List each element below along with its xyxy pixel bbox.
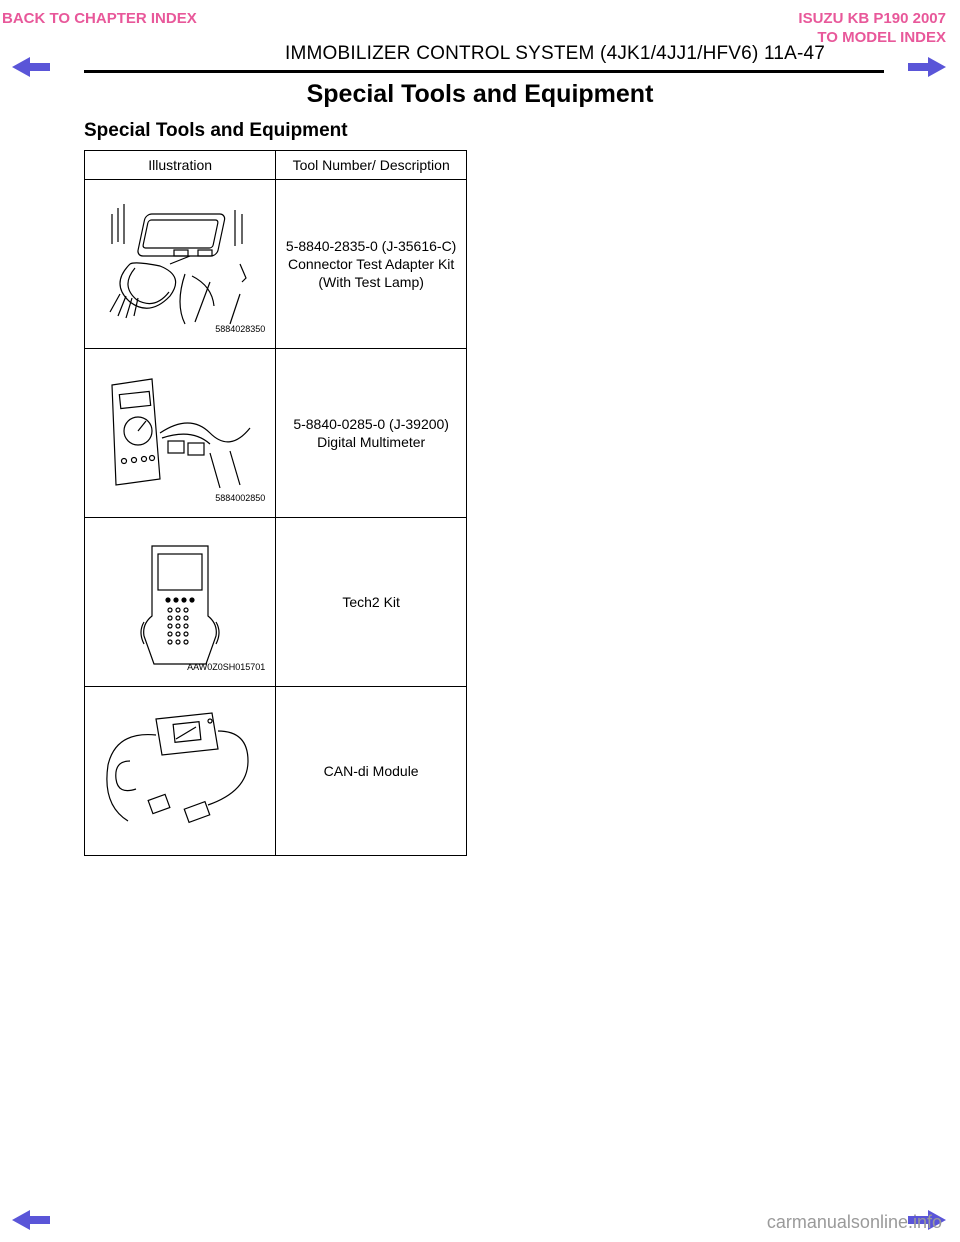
section-heading: Special Tools and Equipment — [84, 120, 348, 141]
page-title: Special Tools and Equipment — [306, 80, 654, 108]
can-di-module-icon — [90, 701, 270, 841]
table-row — [85, 349, 467, 518]
column-header-illustration: Illustration — [85, 151, 276, 180]
connector-test-adapter-kit-icon — [90, 194, 270, 334]
tool-number: 5-8840-0285-0 (J-39200) — [293, 416, 449, 432]
header-rule — [84, 70, 884, 73]
back-to-chapter-index-link[interactable]: BACK TO CHAPTER INDEX — [2, 10, 197, 27]
illustration-cell — [85, 349, 276, 518]
description-cell — [276, 687, 467, 856]
description-cell — [276, 180, 467, 349]
tool-description: CAN-di Module — [323, 763, 419, 779]
column-header-tool-number: Tool Number/ Description — [276, 151, 467, 180]
illustration-cell — [85, 518, 276, 687]
illustration-cell — [85, 180, 276, 349]
table-row — [85, 518, 467, 687]
figure-code: 5884002850 — [215, 493, 266, 503]
tool-description-note: (With Test Lamp) — [318, 274, 424, 290]
previous-page-arrow-icon[interactable] — [10, 55, 52, 79]
tool-description: Tech2 Kit — [342, 594, 400, 610]
figure-code: 5884028350 — [215, 324, 266, 334]
digital-multimeter-icon — [90, 363, 270, 503]
running-header: IMMOBILIZER CONTROL SYSTEM (4JK1/4JJ1/HFV6) 11A-47 — [285, 43, 826, 64]
illustration-cell — [85, 687, 276, 856]
watermark: carmanualsonline.info — [766, 1212, 942, 1232]
next-page-arrow-icon[interactable] — [906, 55, 948, 79]
tool-description: Digital Multimeter — [317, 434, 426, 450]
model-title-link[interactable]: ISUZU KB P190 2007 — [798, 10, 946, 27]
to-model-index-link[interactable]: TO MODEL INDEX — [817, 29, 946, 46]
table-header-row — [85, 151, 467, 180]
previous-page-arrow-icon[interactable] — [10, 1208, 52, 1232]
tool-number: 5-8840-2835-0 (J-35616-C) — [285, 238, 457, 254]
tech2-scan-tool-icon — [90, 532, 270, 672]
description-cell — [276, 518, 467, 687]
table-row — [85, 687, 467, 856]
description-cell — [276, 349, 467, 518]
tool-description: Connector Test Adapter Kit — [288, 256, 455, 272]
table-row — [85, 180, 467, 349]
figure-code: AAW0Z0SH015701 — [187, 662, 266, 672]
special-tools-table — [84, 150, 467, 856]
